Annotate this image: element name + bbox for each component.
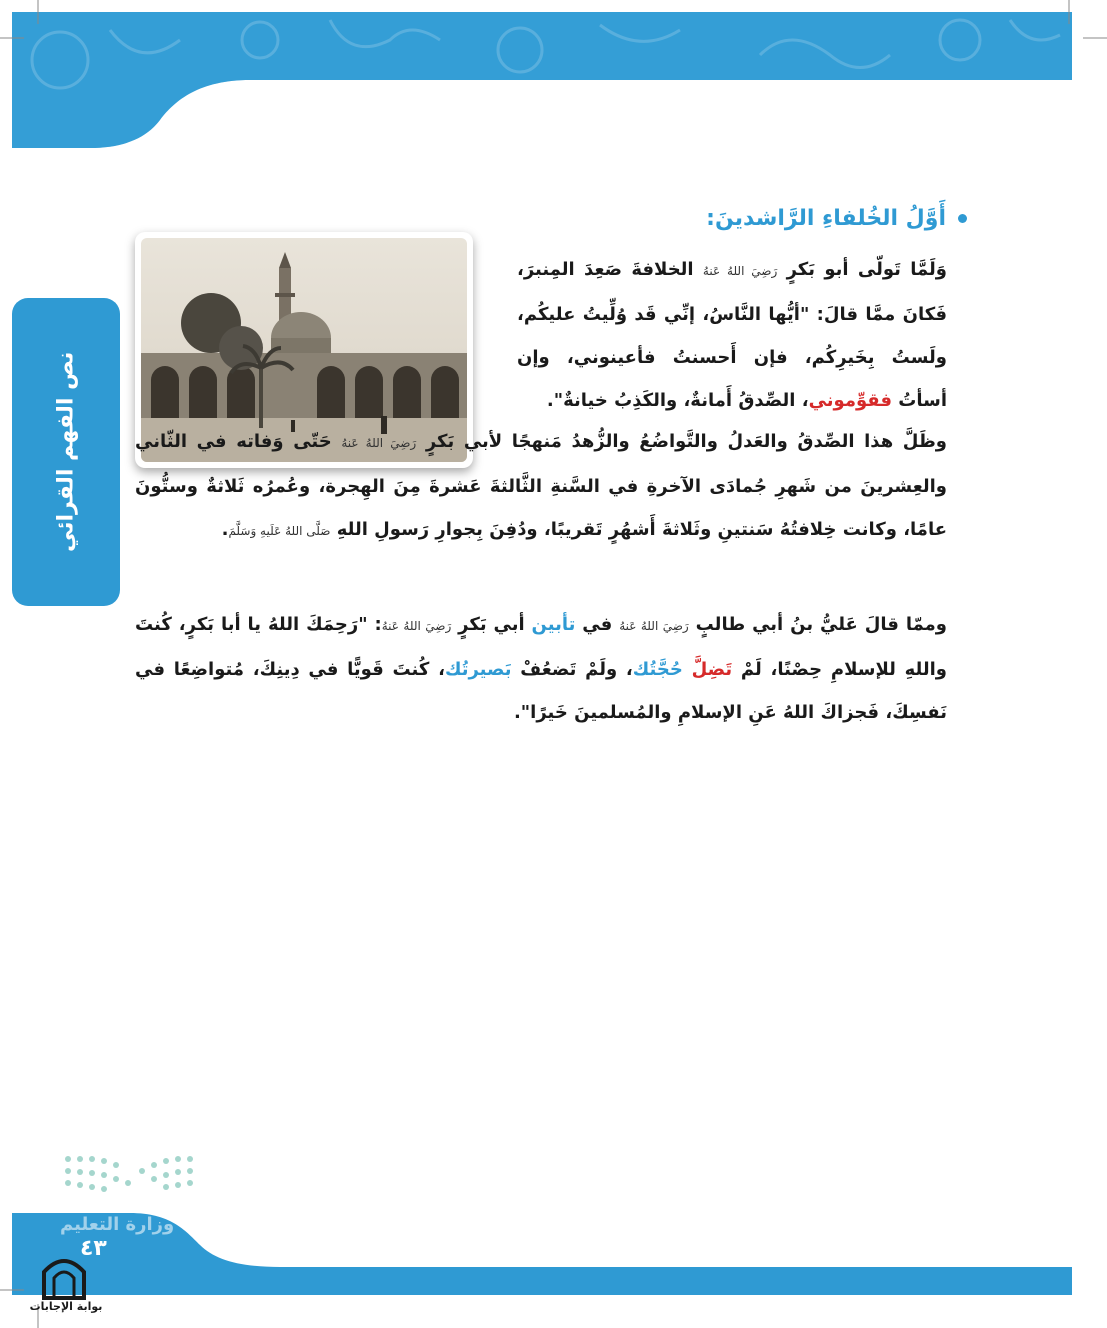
p1-text-1: وَلَمَّا تَولّى أبو بَكرٍ [777,259,947,280]
bullet-icon [958,214,967,223]
p3-text-7: ، كُنتَ قَويًّا في دِينِكَ، مُتواضِعًا في نَفسِكَ، فَجزاكَ اللهُ عَنِ الإسلامِ والمُسلمينَ خَيرًا". [135,659,947,723]
p3-honorific-1: رَضِيَ اللهُ عَنهُ [619,619,689,633]
p1-highlight-word: فقوِّموني [808,390,893,411]
p3-highlight-word-3: حُجَّتُك [632,659,683,680]
side-tab [12,298,120,606]
paragraph-1 [517,248,947,422]
page-number: ٤٣ [80,1236,107,1261]
p1-text-3: ، الصِّدقُ أَمانةٌ، والكَذِبُ خيانةٌ". [546,390,809,411]
ministry-logo-dots [65,1156,193,1192]
p1-text-2: الخلافةَ صَعِدَ المِنبرَ، فَكانَ ممَّا قالَ: "أيُّها النَّاسُ، إنِّي قَد وُلِّيتُ عليكُم، ولَستُ بِخَيرِكُم، فإن أَحسنتُ فأعينوني، وإن أسأتُ [517,259,947,411]
gate-logo-text: بوابة الإجابات [29,1300,103,1313]
bottom-band [0,1145,1107,1328]
p2-honorific-1: رَضِيَ اللهُ عَنهُ [341,436,417,450]
p2-text-3: . [221,519,229,540]
side-tab-label: نص الفهم القرائي [53,351,79,553]
p1-honorific: رَضِيَ اللهُ عَنهُ [702,264,778,278]
p3-highlight-word-1: تأبين [531,614,576,635]
section-heading [706,206,967,231]
p3-text-3: أبي بَكرٍ [451,614,532,635]
p3-text-1: وممّا قالَ عَليُّ بنُ أبي طالبٍ [688,614,947,635]
p3-text-2: في [575,614,620,635]
p3-highlight-word-4: بَصيرتُك [444,659,512,680]
p3-text-6: ، ولَمْ تَضعُفْ [511,659,633,680]
p3-text-4: : "رَحِمَكَ اللهُ يا أبا بَكرٍ، كُنتَ واللهِ للإسلامِ حِصْنًا، لَمْ [135,614,947,680]
p3-honorific-2: رَضِيَ اللهُ عَنهُ [381,619,452,633]
p2-text-1: وظَلَّ هذا الصِّدقُ والعَدلُ والتَّواضُعُ والزُّهدُ مَنهجًا لأبي بَكرٍ [416,431,947,452]
p3-text-5 [683,659,692,680]
p3-highlight-word-2: تَضِلَّ [691,659,733,680]
ministry-watermark: وزارة التعليم [60,1214,175,1235]
paragraph-3 [135,603,947,734]
paragraph-2 [135,420,947,553]
p2-honorific-2: صَلَّى اللهُ عَلَيهِ وَسَلَّمَ [228,524,331,538]
top-banner [0,0,1107,150]
heading-text: أَوَّلُ الخُلفاءِ الرَّاشدينَ: [706,206,946,231]
p2-text-2: حَتّى وَفاته في الثّاني والعِشرينَ من شَهرِ جُمادَى الآخرةِ في السَّنةِ الثَّالثةَ عَشرةَ مِنَ الهِجرة، وعُمرُه ثَلاثةٌ وستُّونَ عامًا، وكانت خِلافتُهُ سَنتينِ وثَلاثةَ أَشهُرٍ تَقريبًا، ودُفِنَ بِجوارِ رَسولِ اللهِ [135,431,947,540]
gate-logo-icon [40,1254,88,1300]
